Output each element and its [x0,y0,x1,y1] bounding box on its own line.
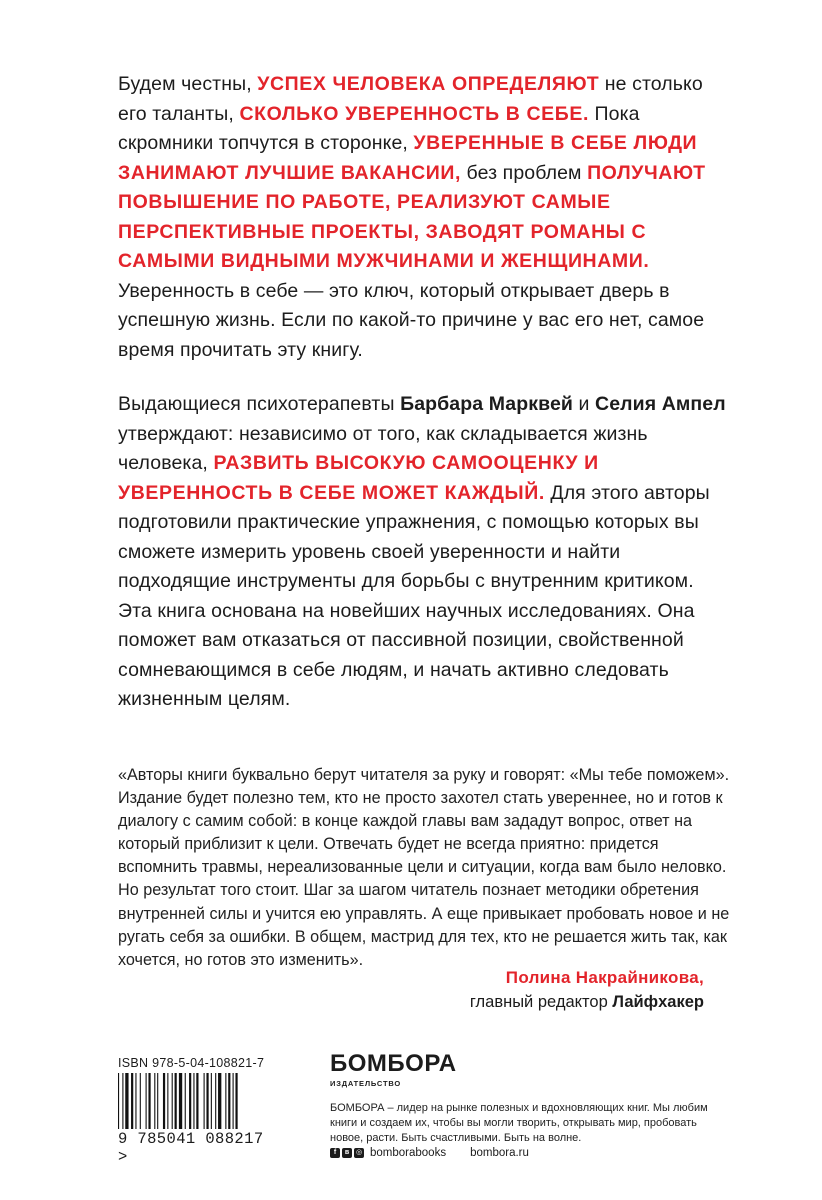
text: Выдающиеся психотерапевты [118,393,401,415]
barcode-bar [233,1073,234,1129]
barcode-bar [218,1073,221,1129]
barcode-bar [211,1073,212,1129]
barcode-bar [189,1073,191,1129]
facebook-icon: f [330,1148,340,1158]
barcode-bar [215,1073,216,1129]
highlight: УСПЕХ ЧЕЛОВЕКА ОПРЕДЕЛЯЮТ [257,73,600,95]
authors-paragraph [118,390,728,715]
barcode-bar [175,1073,177,1129]
website-link: bombora.ru [470,1147,529,1159]
barcode-bar [167,1073,168,1129]
barcode-bar [122,1073,123,1129]
barcode-bar [148,1073,150,1129]
text: утверждают: независимо от того, как складывается жизнь человека, [118,422,648,474]
publisher-contacts [330,1147,529,1159]
barcode-bar [125,1073,128,1129]
publisher-logo: БОМБОРА [330,1050,457,1077]
barcode-bar [196,1073,198,1129]
text: Для этого авторы подготовили практические упражнения, с помощью которых вы сможете измерить уровень своей уверенности и найти подходящие инструменты для борьбы с внутренним критиком. Эта книга основана на новейших научных исследованиях. Она поможет вам отказаться от пассивной позиции, свойственной сомневающимся в себе людям, и начать активно следовать жизненным целям. [118,481,710,710]
text: Будем честны, [118,73,258,95]
barcode-bar [225,1073,226,1129]
barcode-bar [235,1073,237,1129]
barcode-bar [131,1073,133,1129]
social-handle: bomborabooks [370,1147,447,1159]
instagram-icon: ◎ [355,1149,363,1156]
barcode-digits: 9 785041 088217 > [118,1130,264,1166]
barcode-bar [185,1073,186,1129]
barcode-bar [172,1073,173,1129]
review-quote: «Авторы книги буквально берут читателя за руку и говорят: «Мы тебе поможем». Издание будет полезно тем, кто не просто захотел стать увереннее, но и готов к диалогу с самим собой: в конце каждой главы вам зададут вопрос, ответ на который приблизит к цели. Отвечать будет не всегда приятно: придется вспомнить травмы, нереализованные цели и ситуации, когда вам было неловко. Но результат того стоит. Шаг за шагом читатель познает методики обретения внутренней силы и учится ею управлять. А еще привыкает пробовать новое и не ругать себя за ошибки. В общем, мастрид для тех, кто не решается жить так, как хочется, но готов это изменить». [118,766,730,969]
reviewer-role-line [470,990,704,1014]
isbn-label: ISBN 978-5-04-108821-7 [118,1056,265,1070]
highlight: РАЗВИТЬ ВЫСОКУЮ САМООЦЕНКУ И УВЕРЕННОСТЬ В СЕБЕ МОЖЕТ КАЖДЫЙ. [118,452,599,504]
highlight: УВЕРЕННЫЕ В СЕБЕ ЛЮДИ ЗАНИМАЮТ ЛУЧШИЕ ВАКАНСИИ, [118,132,698,184]
reviewer-name: Полина Накрайникова, [505,968,704,987]
barcode-bar [204,1073,205,1129]
highlight: ПОЛУЧАЮТ ПОВЫШЕНИЕ ПО РАБОТЕ, РЕАЛИЗУЮТ САМЫЕ ПЕРСПЕКТИВНЫЕ ПРОЕКТЫ, ЗАВОДЯТ РОМАНЫ С САМЫМИ ВИДНЫМИ МУЖЧИНАМИ И ЖЕНЩИНАМИ. [118,161,706,272]
text: не столько его таланты, [118,73,703,125]
barcode-bar [193,1073,194,1129]
barcode-bar [157,1073,158,1129]
author-name: Барбара Марквей [400,393,573,415]
barcode-bar [179,1073,182,1129]
author-name: Селия Ампел [595,393,726,415]
text: Уверенность в себе — это ключ, который открывает дверь в успешную жизнь. Если по какой-то причине у вас его нет, самое время прочитать эту книгу. [118,279,705,361]
quote-attribution [470,966,704,1014]
publisher-description: БОМБОРА – лидер на рынке полезных и вдохновляющих книг. Мы любим книги и создаем их, чтобы вы могли творить, открывать мир, пробовать новое, расти. Быть счастливыми. Быть на волне. [330,1102,708,1144]
barcode-bar [135,1073,136,1129]
vk-icon: в [342,1148,352,1158]
social-icons [330,1148,364,1158]
text: и [572,393,596,415]
barcode-bar [118,1073,119,1129]
text: без проблем [461,161,588,184]
text: Пока скромники топчутся в сторонке, [118,102,640,154]
barcode-bar [140,1073,141,1129]
intro-paragraph [118,70,728,365]
barcode-bar [206,1073,208,1129]
barcode-image [118,1073,278,1129]
barcode-bar [154,1073,155,1129]
barcode-bar [228,1073,230,1129]
publisher-logo-subtitle: ИЗДАТЕЛЬСТВО [330,1079,401,1088]
highlight: СКОЛЬКО УВЕРЕННОСТЬ В СЕБЕ. [239,102,590,125]
reviewer-outlet: Лайфхакер [612,993,704,1011]
barcode-bar [163,1073,165,1129]
barcode-bar [146,1073,147,1129]
reviewer-role: главный редактор [469,993,613,1011]
